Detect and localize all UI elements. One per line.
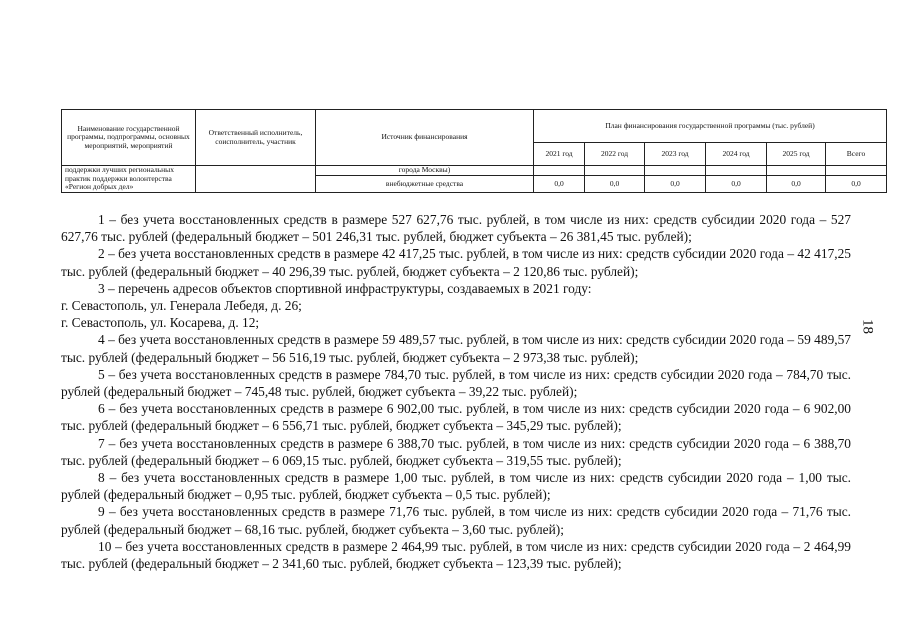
value-cell <box>767 166 826 176</box>
value-cell: 0,0 <box>826 176 887 193</box>
source-cell: внебюджетные средства <box>316 176 534 193</box>
header-plan: План финансирования государственной программы (тыс. рублей) <box>534 110 887 143</box>
footnote: 5 – без учета восстановленных средств в размере 784,70 тыс. рублей, в том числе из них: средств субсидии 2020 года – 784,70 тыс. рублей (федеральный бюджет – 745,48 тыс. рублей, бюджет субъекта – 39,22 тыс. рублей); <box>61 366 851 400</box>
footnote: 2 – без учета восстановленных средств в размере 42 417,25 тыс. рублей, в том числе из них: средств субсидии 2020 года – 42 417,25 тыс. рублей (федеральный бюджет – 40 296,39 тыс. рублей, бюджет субъекта – 2 120,86 тыс. рублей); <box>61 246 851 279</box>
financing-table <box>61 109 887 193</box>
value-cell <box>706 166 767 176</box>
value-cell <box>585 166 645 176</box>
page-number: 18 <box>859 319 876 334</box>
address-line: г. Севастополь, ул. Косарева, д. 12; <box>61 315 260 331</box>
table-row <box>62 166 887 176</box>
value-cell: 0,0 <box>585 176 645 193</box>
value-cell <box>534 166 585 176</box>
footnote: 4 – без учета восстановленных средств в размере 59 489,57 тыс. рублей, в том числе из них: средств субсидии 2020 года – 59 489,57 тыс. рублей (федеральный бюджет – 56 516,19 тыс. рублей, бюджет субъекта – 2 973,38 тыс. рублей); <box>61 332 851 365</box>
footnote: 9 – без учета восстановленных средств в размере 71,76 тыс. рублей, в том числе из них: средств субсидии 2020 года – 71,76 тыс. рублей (федеральный бюджет – 68,16 тыс. рублей, бюджет субъекта – 3,60 тыс. рублей); <box>61 504 851 537</box>
responsible-cell <box>196 166 316 193</box>
header-year: 2021 год <box>534 143 585 166</box>
header-source: Источник финансирования <box>316 110 534 166</box>
footnote: 8 – без учета восстановленных средств в размере 1,00 тыс. рублей, в том числе из них: средств субсидии 2020 года – 1,00 тыс. рублей (федеральный бюджет – 0,95 тыс. рублей, бюджет субъекта – 0,5 тыс. рублей); <box>61 470 851 503</box>
header-year: 2023 год <box>645 143 706 166</box>
header-year: 2024 год <box>706 143 767 166</box>
value-cell <box>645 166 706 176</box>
footnotes <box>61 211 851 572</box>
value-cell: 0,0 <box>645 176 706 193</box>
value-cell: 0,0 <box>706 176 767 193</box>
address-line: г. Севастополь, ул. Генерала Лебедя, д. 26; <box>61 298 302 314</box>
header-responsible: Ответственный исполнитель, соисполнитель, участник <box>196 110 316 166</box>
footnote: 10 – без учета восстановленных средств в размере 2 464,99 тыс. рублей, в том числе из них: средств субсидии 2020 года – 2 464,99 тыс. рублей (федеральный бюджет – 2 341,60 тыс. рублей, бюджет субъекта – 123,39 тыс. рублей); <box>61 538 851 572</box>
footnote: 1 – без учета восстановленных средств в размере 527 627,76 тыс. рублей, в том числе из них: средств субсидии 2020 года – 527 627,76 тыс. рублей (федеральный бюджет – 501 246,31 тыс. рублей, бюджет субъекта – 26 381,45 тыс. рублей); <box>61 212 851 245</box>
footnote: 3 – перечень адресов объектов спортивной инфраструктуры, создаваемых в 2021 году: <box>98 280 592 296</box>
header-program: Наименование государственной программы, подпрограммы, основных мероприятий, мероприятий <box>62 110 196 166</box>
header-year: 2025 год <box>767 143 826 166</box>
value-cell: 0,0 <box>534 176 585 193</box>
program-cell: поддержки лучших региональных практик поддержки волонтерства «Регион добрых дел» <box>62 166 196 193</box>
header-year: 2022 год <box>585 143 645 166</box>
footnote: 6 – без учета восстановленных средств в размере 6 902,00 тыс. рублей, в том числе из них: средств субсидии 2020 года – 6 902,00 тыс. рублей (федеральный бюджет – 6 556,71 тыс. рублей, бюджет субъекта – 345,29 тыс. рублей); <box>61 401 851 434</box>
source-cell: города Москвы) <box>316 166 534 176</box>
value-cell <box>826 166 887 176</box>
footnote: 7 – без учета восстановленных средств в размере 6 388,70 тыс. рублей, в том числе из них: средств субсидии 2020 года – 6 388,70 тыс. рублей (федеральный бюджет – 6 069,15 тыс. рублей, бюджет субъекта – 319,55 тыс. рублей); <box>61 435 851 468</box>
header-total: Всего <box>826 143 887 166</box>
value-cell: 0,0 <box>767 176 826 193</box>
